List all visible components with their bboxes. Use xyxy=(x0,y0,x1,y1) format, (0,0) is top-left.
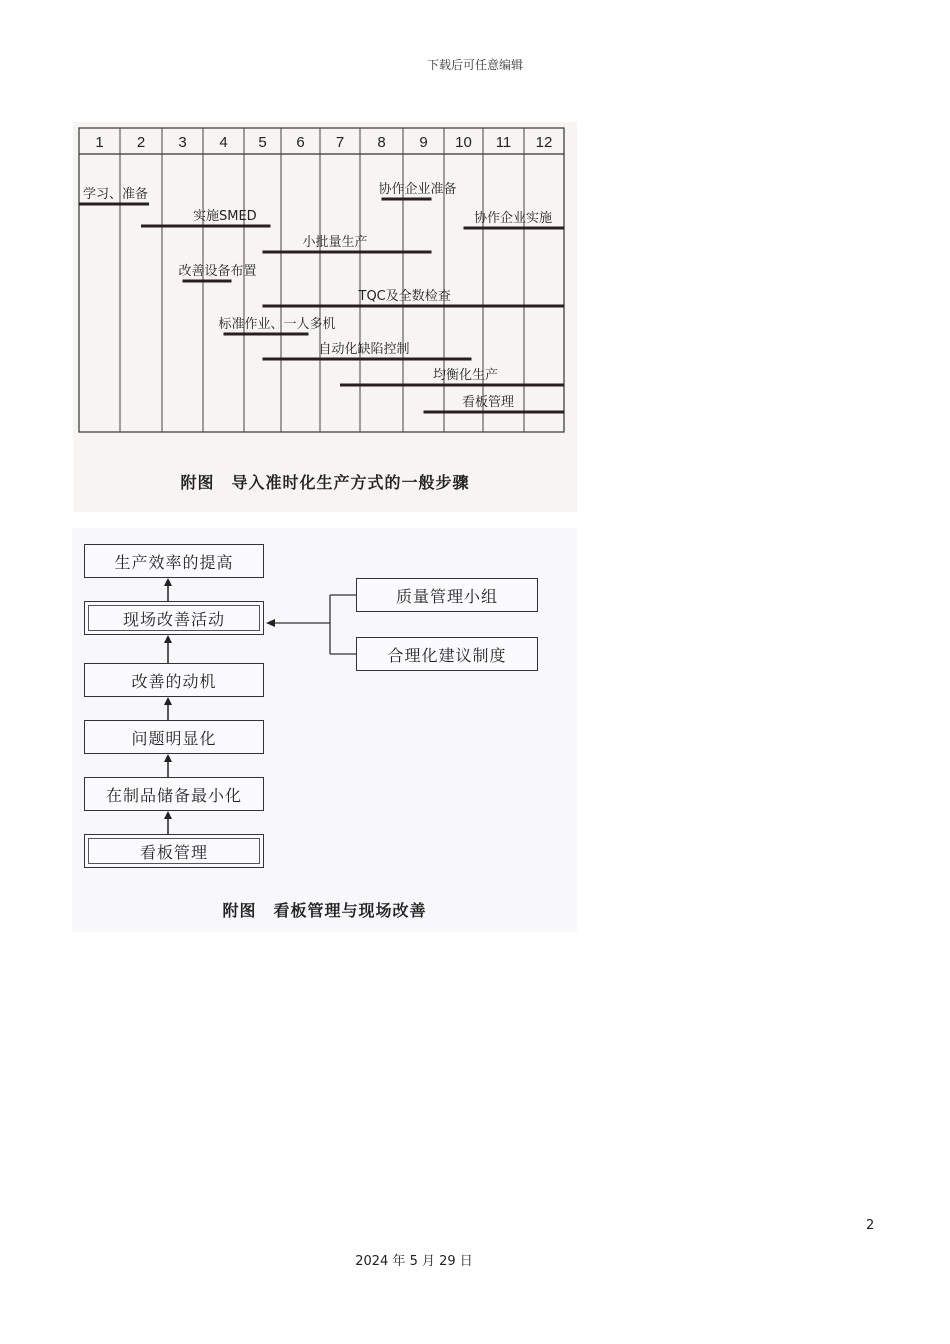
gantt-month-label: 6 xyxy=(296,134,305,151)
flow-arrowhead xyxy=(164,635,172,643)
flow-box-suggestion: 合理化建议制度 xyxy=(356,637,538,671)
gantt-task-label: 自动化缺陷控制 xyxy=(318,342,410,357)
gantt-month-label: 9 xyxy=(419,134,428,151)
gantt-month-label: 12 xyxy=(535,134,553,151)
gantt-task-label: 标准作业、一人多机 xyxy=(218,317,336,332)
flow-arrowhead xyxy=(164,697,172,705)
gantt-task-label: 实施SMED xyxy=(193,209,257,224)
gantt-task-label: 协作企业实施 xyxy=(473,211,552,226)
flow-arrowhead xyxy=(164,578,172,586)
gantt-figure xyxy=(73,122,577,512)
gantt-task-label: TQC及全数检查 xyxy=(358,289,451,304)
gantt-month-label: 11 xyxy=(495,134,512,151)
gantt-month-label: 7 xyxy=(335,134,345,151)
flow-box-problems: 问题明显化 xyxy=(84,720,264,754)
flow-box-kanban: 看板管理 xyxy=(84,834,264,868)
flow-box-wip: 在制品储备最小化 xyxy=(84,777,264,811)
flow-box-kaizen: 现场改善活动 xyxy=(84,601,264,635)
page-number: 2 xyxy=(866,1218,875,1233)
gantt-month-label: 4 xyxy=(219,134,228,151)
page-date: 2024 年 5 月 29 日 xyxy=(355,1254,473,1269)
flow-arrowhead xyxy=(164,811,172,819)
flow-box-productivity: 生产效率的提高 xyxy=(84,544,264,578)
flow-box-qc-circle: 质量管理小组 xyxy=(356,578,538,612)
flow-box-motivation: 改善的动机 xyxy=(84,663,264,697)
gantt-month-label: 5 xyxy=(258,134,267,151)
gantt-task-label: 改善设备布置 xyxy=(178,264,257,279)
flow-arrowhead xyxy=(266,619,275,627)
page-header: 下载后可任意编辑 xyxy=(426,58,523,72)
gantt-task-label: 学习、准备 xyxy=(83,187,149,202)
gantt-task-label: 均衡化生产 xyxy=(432,368,498,383)
gantt-caption: 附图 导入准时化生产方式的一般步骤 xyxy=(180,473,470,492)
gantt-chart xyxy=(73,122,577,462)
flow-arrowhead xyxy=(164,754,172,762)
gantt-month-label: 2 xyxy=(136,134,146,151)
gantt-task-label: 看板管理 xyxy=(461,395,514,410)
gantt-task-label: 小批量生产 xyxy=(302,235,368,250)
gantt-task-label: 协作企业准备 xyxy=(378,182,457,197)
gantt-month-label: 3 xyxy=(178,134,187,151)
flow-figure xyxy=(72,528,577,932)
gantt-month-label: 8 xyxy=(377,134,386,151)
flow-caption: 附图 看板管理与现场改善 xyxy=(222,901,427,920)
gantt-month-label: 1 xyxy=(95,134,104,151)
gantt-month-label: 10 xyxy=(455,134,472,151)
